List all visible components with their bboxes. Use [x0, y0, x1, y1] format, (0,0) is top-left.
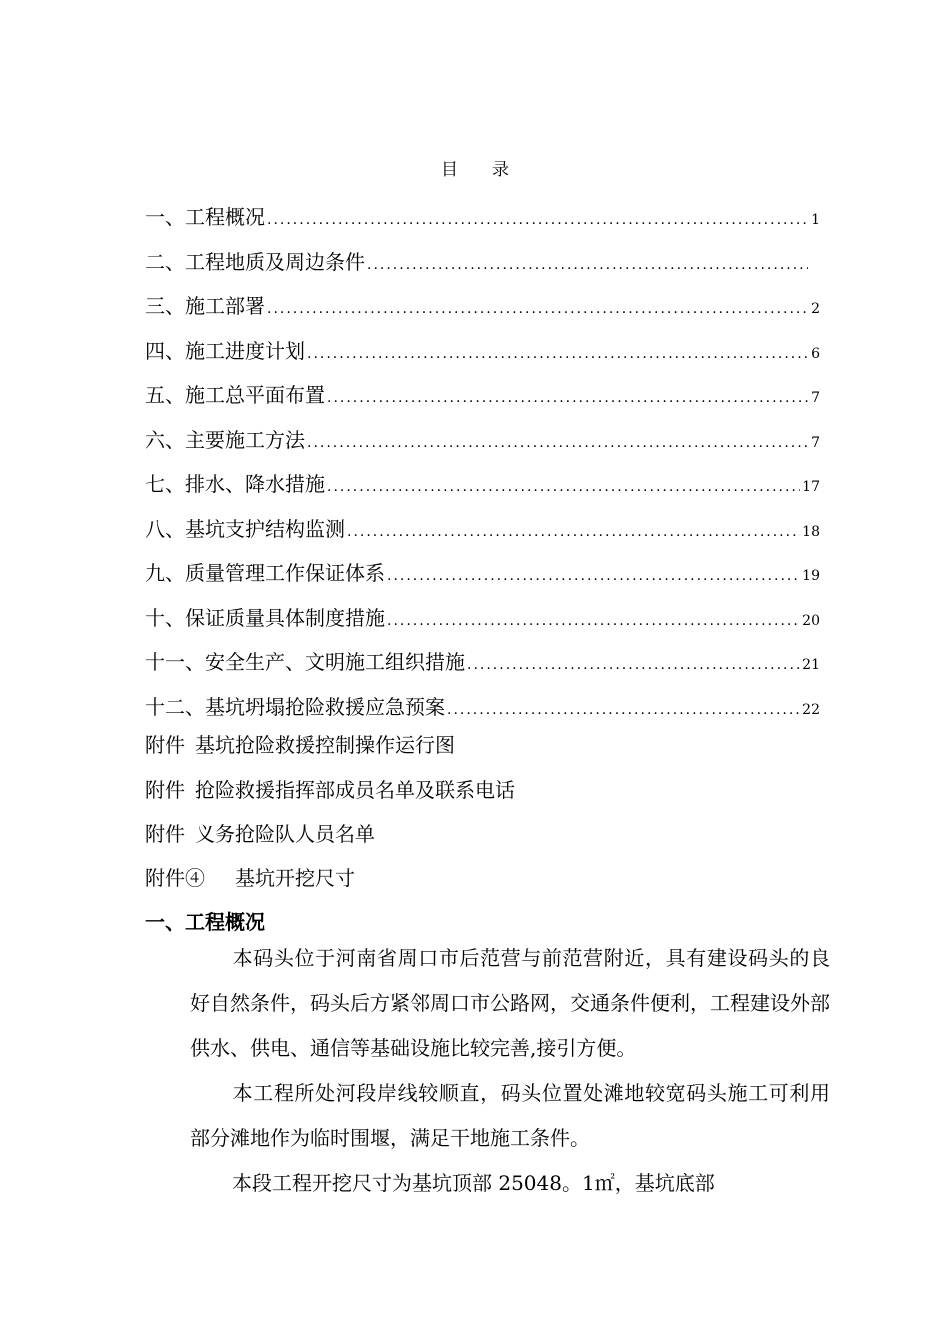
- toc-entry-page: 6: [811, 345, 820, 362]
- toc-entry-label: 五、施工总平面布置: [145, 383, 325, 407]
- toc-entry-label: 七、排水、降水措施: [145, 472, 325, 496]
- toc-entry-label: 二、工程地质及周边条件: [145, 249, 365, 274]
- toc-entry-label: 十二、基坑坍塌抢险救援应急预案: [145, 694, 445, 719]
- appendix-prefix: 附件④: [145, 866, 205, 890]
- toc-leader-dots: [327, 465, 800, 509]
- toc-entry-label: 一、工程概况: [145, 205, 265, 229]
- toc-entry-page: 22: [802, 701, 820, 718]
- toc-entry[interactable]: [145, 640, 820, 685]
- toc-entry-label: 十、保证质量具体制度措施: [145, 605, 385, 630]
- toc-leader-dots: [307, 421, 808, 465]
- toc-entry[interactable]: [145, 329, 820, 374]
- toc-entry[interactable]: [145, 596, 820, 641]
- toc-entry-label: 九、质量管理工作保证体系: [145, 561, 385, 585]
- appendix-item[interactable]: [145, 820, 825, 848]
- appendix-prefix: 附件: [145, 778, 185, 802]
- toc-leader-dots: [387, 554, 800, 598]
- toc-entry-page: 19: [802, 568, 820, 584]
- paragraph-text: 本段工程开挖尺寸为基坑顶部 25048。1㎡，基坑底部: [232, 1171, 715, 1195]
- appendix-prefix: 附件: [145, 822, 185, 846]
- toc-leader-dots: [367, 243, 808, 287]
- toc-entry[interactable]: [145, 462, 820, 507]
- toc-title: [0, 155, 950, 180]
- toc-title-left: 目: [441, 160, 458, 180]
- toc-entry[interactable]: [145, 418, 820, 463]
- toc-entry-page: 20: [802, 612, 820, 629]
- toc-entry[interactable]: [145, 685, 820, 730]
- toc-leader-dots: [307, 332, 808, 376]
- toc-entry-label: 八、基坑支护结构监测: [145, 516, 345, 541]
- toc-leader-dots: [387, 599, 800, 643]
- toc-leader-dots: [267, 198, 808, 242]
- toc-entry-label: 四、施工进度计划: [145, 338, 305, 363]
- toc-entry[interactable]: [145, 507, 820, 552]
- body-paragraph: [190, 1071, 830, 1161]
- appendix-title: 义务抢险队人员名单: [195, 822, 375, 846]
- toc-entry-page: 7: [811, 434, 820, 451]
- toc-entry-page: 18: [802, 523, 820, 540]
- toc-entry-label: 六、主要施工方法: [145, 427, 305, 452]
- toc-leader-dots: [447, 688, 800, 732]
- toc-entry[interactable]: [145, 240, 820, 285]
- toc-entry-page: 2: [811, 301, 820, 317]
- toc-leader-dots: [267, 287, 808, 331]
- paragraph-text: 本工程所处河段岸线较顺直，码头位置处滩地较宽码头施工可利用部分滩地作为临时围堰，满足干地施工条件。: [190, 1081, 830, 1150]
- appendix-item[interactable]: [145, 731, 825, 759]
- toc-entry[interactable]: [145, 195, 820, 240]
- toc-entry-page: 1: [811, 212, 820, 228]
- table-of-contents: [145, 195, 820, 729]
- toc-entry-label: 三、施工部署: [145, 294, 265, 318]
- appendix-item[interactable]: [145, 864, 825, 892]
- toc-entry[interactable]: [145, 551, 820, 596]
- toc-entry-page: 21: [802, 657, 820, 673]
- appendix-prefix: 附件: [145, 733, 185, 757]
- toc-leader-dots: [347, 510, 800, 554]
- paragraph-text: 本码头位于河南省周口市后范营与前范营附近，具有建设码头的良好自然条件，码头后方紧邻周口市公路网，交通条件便利，工程建设外部供水、供电、通信等基础设施比较完善,接引方便。: [190, 946, 830, 1060]
- toc-entry-page: 17: [802, 479, 820, 495]
- appendix-title: 基坑抢险救援控制操作运行图: [195, 733, 455, 757]
- body-paragraph: [190, 936, 830, 1071]
- toc-entry[interactable]: [145, 373, 820, 418]
- toc-leader-dots: [467, 643, 800, 687]
- toc-title-right: 录: [492, 160, 509, 180]
- toc-entry[interactable]: [145, 284, 820, 329]
- toc-entry-page: 7: [811, 390, 820, 406]
- appendix-item[interactable]: [145, 776, 825, 804]
- section-heading: 一、工程概况: [145, 910, 265, 934]
- toc-entry-label: 十一、安全生产、文明施工组织措施: [145, 650, 465, 674]
- body-paragraph: [190, 1161, 830, 1206]
- appendix-title: 基坑开挖尺寸: [235, 866, 355, 890]
- appendix-title: 抢险救援指挥部成员名单及联系电话: [195, 778, 515, 802]
- toc-leader-dots: [327, 376, 808, 420]
